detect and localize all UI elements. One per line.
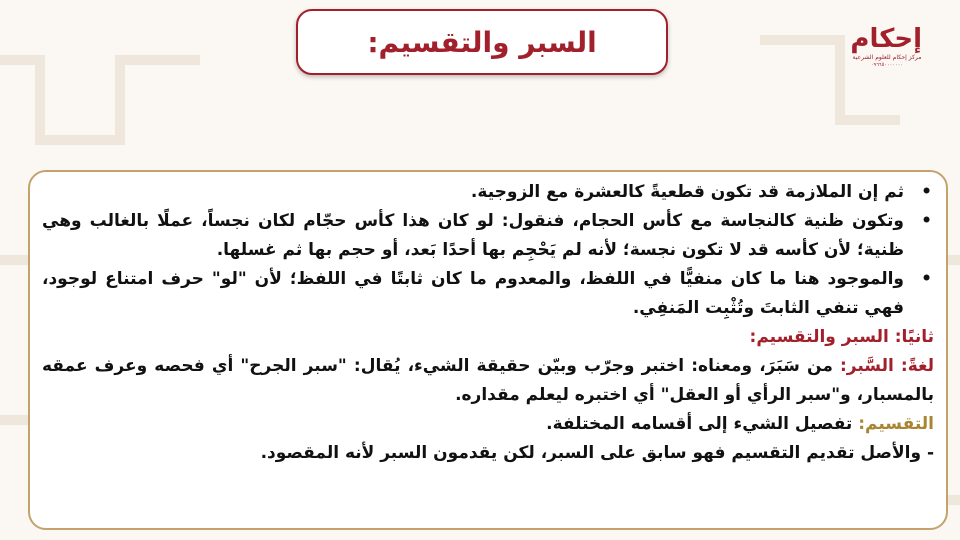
lugha-text: من سَبَرَ، ومعناه: اختبر وجرّب وبيّن حقيقة الشيء، يُقال: "سبر الجرح" أي فحصه وعرف عمقه بالمسبار، و"سبر الرأي أو العقل" أي اختبره ليعلم مقداره. xyxy=(42,356,934,405)
taqsim-definition xyxy=(42,410,934,439)
bullet-list xyxy=(42,178,934,323)
content-box xyxy=(28,170,948,530)
taqsim-label: التقسيم: xyxy=(858,414,934,434)
logo-subtitle: مركز إحكام للعلوم الشرعية xyxy=(852,54,922,61)
title-box xyxy=(296,9,668,75)
lugha-definition xyxy=(42,352,934,410)
taqsim-text: تفصيل الشيء إلى أقسامه المختلفة. xyxy=(546,414,859,434)
closing-note: - والأصل تقديم التقسيم فهو سابق على السبر، لكن يقدمون السبر لأنه المقصود. xyxy=(260,443,934,463)
section-heading: ثانيًا: السبر والتقسيم: xyxy=(749,327,934,347)
lugha-label: لغةً: السَّبر: xyxy=(839,356,935,376)
page-title: السبر والتقسيم: xyxy=(367,25,597,59)
content-text xyxy=(42,178,934,468)
bullet-item: • والموجود هنا ما كان منفيًّا في اللفظ، والمعدوم ما كان ثابتًا في اللفظ؛ لأن "لو" حرف امتناع لوجود، فهي تنفي الثابتَ وتُثْبِت المَنفِي. xyxy=(42,265,904,323)
bullet-item: • ثم إن الملازمة قد تكون قطعيةً كالعشرة مع الزوجية. xyxy=(42,178,904,207)
logo xyxy=(852,24,922,94)
bullet-item: • وتكون ظنية كالنجاسة مع كأس الحجام، فنقول: لو كان هذا كأس حجّام لكان نجساً، عملًا بالغالب وهي ظنية؛ لأن كأسه قد لا تكون نجسة؛ لأنه لم يَحْجِم بها أحدًا بَعد، أو حجم بها ثم غسلها. xyxy=(42,207,904,265)
logo-number: ٠٩٦٦٥٠٠٠٠٠٠٠ xyxy=(870,62,904,68)
logo-name: إحكام xyxy=(850,24,922,54)
